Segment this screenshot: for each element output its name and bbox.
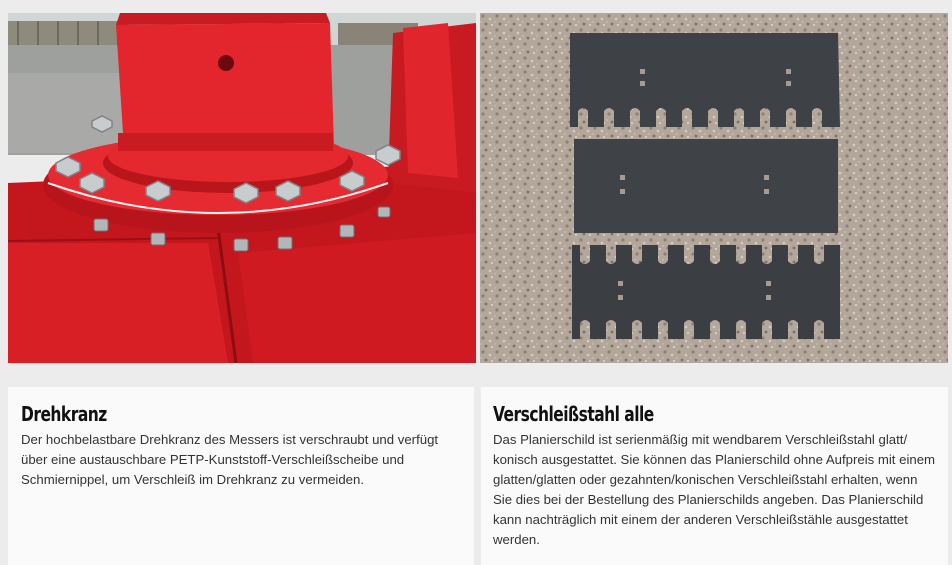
drehkranz-photo xyxy=(8,13,476,363)
verschleissstahl-card xyxy=(481,387,948,565)
drehkranz-card xyxy=(8,387,474,565)
verschleissstahl-photo xyxy=(480,13,948,363)
verschleissstahl-description: Das Planierschild ist serienmäßig mit wendbarem Verschleißstahl glatt/ konisch ausgestattet. Sie können das Planierschild ohne Aufpreis mit einem glatten/glatten oder gezahnten/konischen Verschleißstahl erhalten, wenn Sie dies bei der Bestellung des Planierschilds angeben. Das Planierschild kann nachträglich mit einem der anderen Verschleißstähle ausgestattet werden. xyxy=(493,432,936,547)
drehkranz-title: Drehkranz xyxy=(21,402,107,426)
verschleissstahl-title: Verschleißstahl alle xyxy=(493,402,654,426)
drehkranz-description: Der hochbelastbare Drehkranz des Messers ist verschraubt und verfügt über eine austauschbare PETP-Kunststoff-Verschleißscheibe und Schmiernippel, um Verschleiß im Drehkranz zu vermeiden. xyxy=(21,432,439,487)
